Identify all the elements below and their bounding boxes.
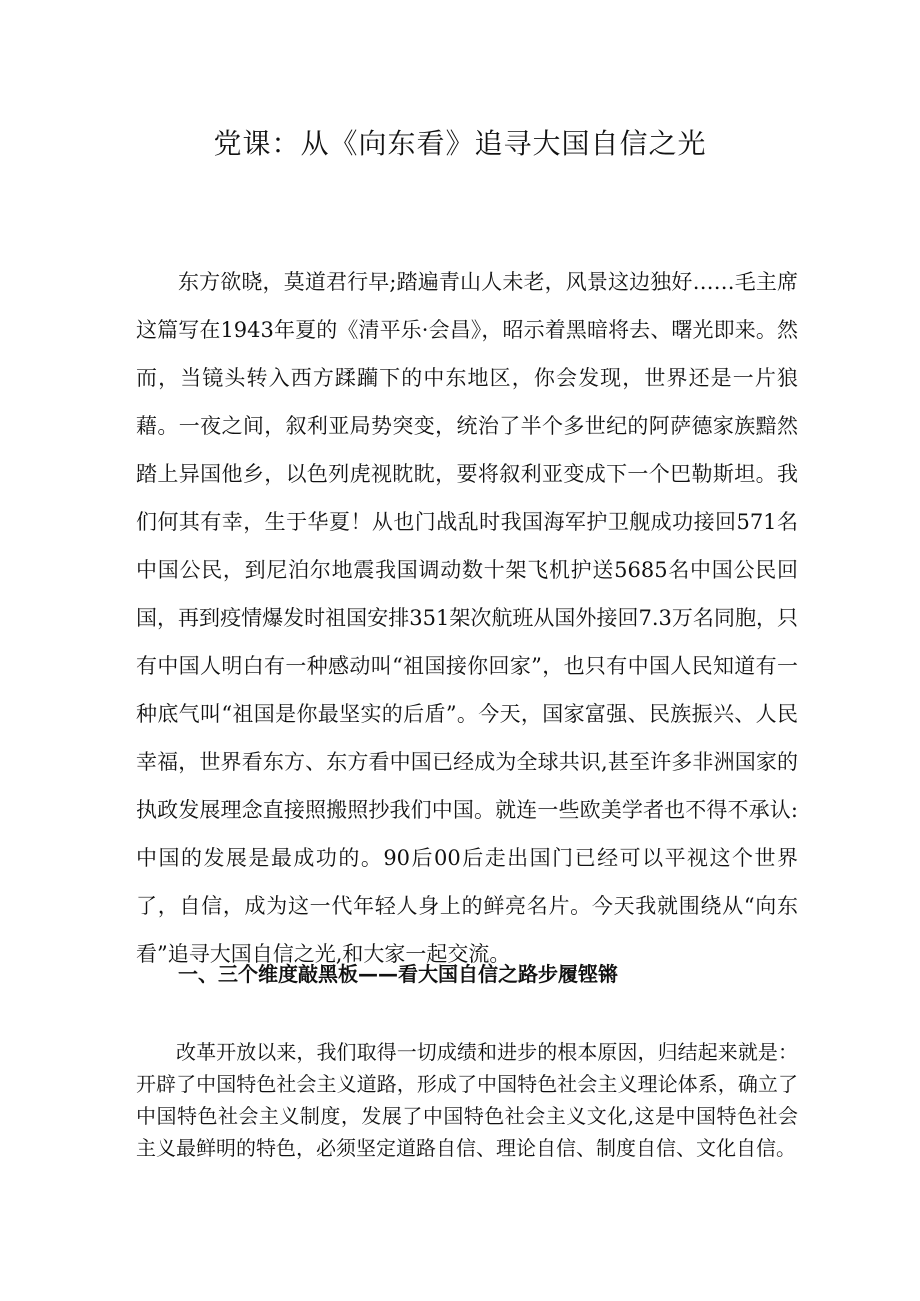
document-title: 党课：从《向东看》追寻大国自信之光 <box>213 127 707 160</box>
section-heading-1: 一、三个维度敲黑板——看大国自信之路步履铿锵 <box>178 962 618 986</box>
intro-paragraph: 东方欲晓，莫道君行早;踏遍青山人未老，风景这边独好……毛主席这篇写在1943年夏的《清平乐·会昌》，昭示着黑暗将去、曙光即来。然而，当镜头转入西方蹂躏下的中东地区，你会发现，世界还是一片狼藉。一夜之间，叙利亚局势突变，统治了半个多世纪的阿萨德家族黯然踏上异国他乡，以色列虎视眈眈，要将叙利亚变成下一个巴勒斯坦。我们何其有幸，生于华夏！从也门战乱时我国海军护卫舰成功接回571名中国公民，到尼泊尔地震我国调动数十架飞机护送5685名中国公民回国，再到疫情爆发时祖国安排351架次航班从国外接回7.3万名同胞，只有中国人明白有一种感动叫“祖国接你回家”，也只有中国人民知道有一种底气叫“祖国是你最坚实的后盾”。今天，国家富强、民族振兴、人民幸福，世界看东方、东方看中国已经成为全球共识,甚至许多非洲国家的执政发展理念直接照搬照抄我们中国。就连一些欧美学者也不得不承认:中国的发展是最成功的。90后00后走出国门已经可以平视这个世界了，自信，成为这一代年轻人身上的鲜亮名片。今天我就围绕从“向东看”追寻大国自信之光,和大家一起交流。 <box>136 270 798 966</box>
section-1-paragraph: 改革开放以来，我们取得一切成绩和进步的根本原因，归结起来就是：开辟了中国特色社会主义道路，形成了中国特色社会主义理论体系，确立了中国特色社会主义制度，发展了中国特色社会主义文化,这是中国特色社会主义最鲜明的特色，必须坚定道路自信、理论自信、制度自信、文化自信。 <box>136 1040 798 1160</box>
